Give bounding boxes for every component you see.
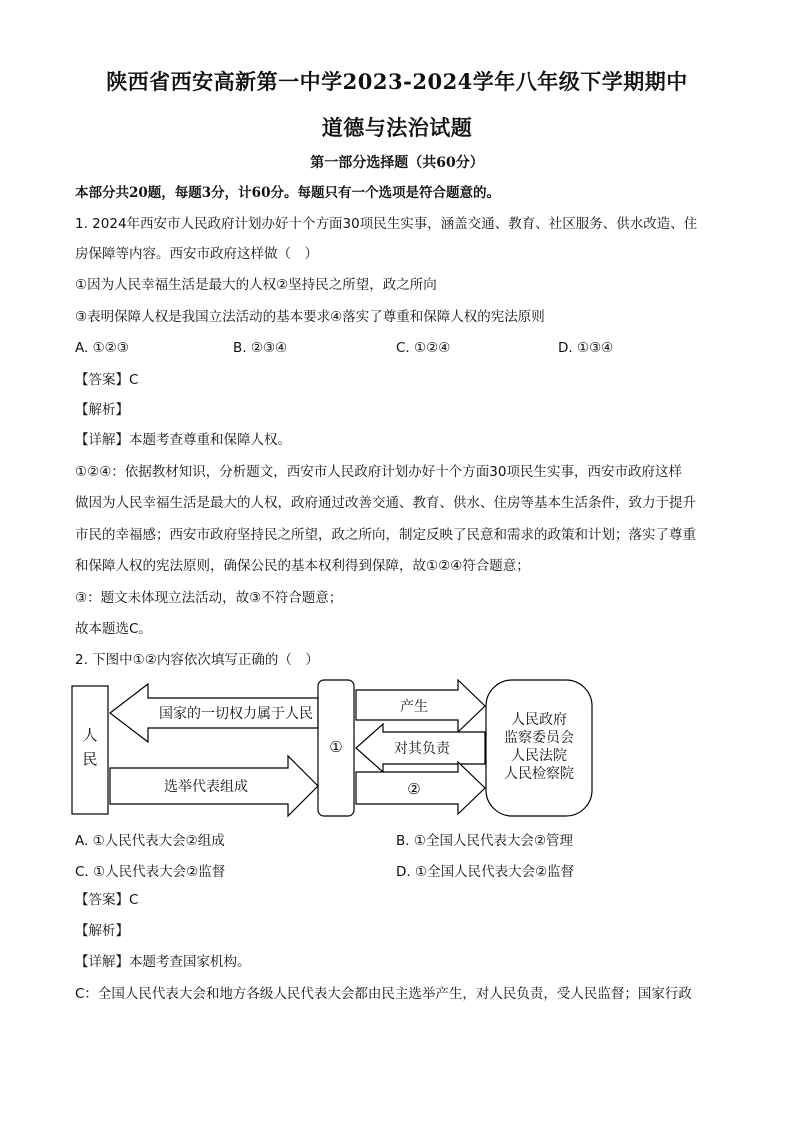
people-label-char1: 人 <box>82 726 98 744</box>
q2-analysis-label: 【解析】 <box>75 923 129 939</box>
q1-stem-line2: 房保障等内容。西安市政府这样做（ ） <box>75 246 318 262</box>
q1-detail: 【详解】本题考查尊重和保障人权。 <box>75 432 291 448</box>
q2-explanation-line1: C：全国人民代表大会和地方各级人民代表大会都由民主选举产生，对人民负责，受人民监督；国家行政 <box>75 986 692 1002</box>
organ-supervisory: 监察委员会 <box>504 730 574 746</box>
organ-court: 人民法院 <box>511 748 567 764</box>
q2-option-d: D. ①全国人民代表大会②监督 <box>396 864 575 880</box>
q2-option-c: C. ①人民代表大会②监督 <box>75 864 226 880</box>
section-heading: 第一部分选择题（共60分） <box>310 155 484 171</box>
organ-procuratorate: 人民检察院 <box>504 766 574 782</box>
q1-answer: 【答案】C <box>75 372 139 388</box>
blank-arrow-label: ② <box>407 780 421 798</box>
elect-arrow-label: 选举代表组成 <box>164 779 248 795</box>
exam-subject: 道德与法治试题 <box>321 115 473 140</box>
q1-statement-1: ①因为人民幸福生活是最大的人权②坚持民之所望，政之所向 <box>75 277 437 293</box>
q1-explanation-line3: 市民的幸福感；西安市政府坚持民之所望，政之所向，制定反映了民意和需求的政策和计划；落实了尊重 <box>75 527 696 543</box>
section-instructions: 本部分共20题，每题3分，计60分。每题只有一个选项是符合题意的。 <box>75 185 500 201</box>
q1-statement-2: ③表明保障人权是我国立法活动的基本要求④落实了尊重和保障人权的宪法原则 <box>75 309 545 325</box>
q1-option-a: A. ①②③ <box>75 340 129 356</box>
produce-arrow-label: 产生 <box>400 699 428 715</box>
people-label-char2: 民 <box>82 750 98 768</box>
responsible-arrow-label: 对其负责 <box>394 741 450 757</box>
q1-stem-line1: 1. 2024年西安市人民政府计划办好十个方面30项民生实事，涵盖交通、教育、社区服务、供水改造、住 <box>75 216 698 232</box>
exam-title: 陕西省西安高新第一中学2023-2024学年八年级下学期期中 <box>106 69 688 94</box>
q2-option-a: A. ①人民代表大会②组成 <box>75 833 225 849</box>
q1-explanation-line1: ①②④：依据教材知识，分析题文，西安市人民政府计划办好十个方面30项民生实事，西安市政府这样 <box>75 464 682 480</box>
q1-explanation-line4: 和保障人权的宪法原则，确保公民的基本权利得到保障，故①②④符合题意； <box>75 558 530 574</box>
q1-analysis-label: 【解析】 <box>75 402 129 418</box>
q1-conclusion: 故本题选C。 <box>75 621 152 637</box>
power-arrow-label: 国家的一切权力属于人民 <box>159 706 313 722</box>
center-box-label: ① <box>329 738 343 756</box>
q2-option-b: B. ①全国人民代表大会②管理 <box>396 833 574 849</box>
q1-option-d: D. ①③④ <box>558 340 614 356</box>
organ-government: 人民政府 <box>511 712 567 728</box>
q2-stem: 2. 下图中①②内容依次填写正确的（ ） <box>75 652 319 668</box>
q1-option-c: C. ①②④ <box>396 340 451 356</box>
state-structure-diagram <box>70 676 600 821</box>
q1-explanation-line2: 做因为人民幸福生活是最大的人权，政府通过改善交通、教育、供水、住房等基本生活条件，致力于提升 <box>75 495 696 511</box>
q2-detail: 【详解】本题考查国家机构。 <box>75 954 251 970</box>
q2-answer: 【答案】C <box>75 892 139 908</box>
q1-explanation-line5: ③：题文未体现立法活动，故③不符合题意； <box>75 590 343 606</box>
q1-option-b: B. ②③④ <box>233 340 288 356</box>
